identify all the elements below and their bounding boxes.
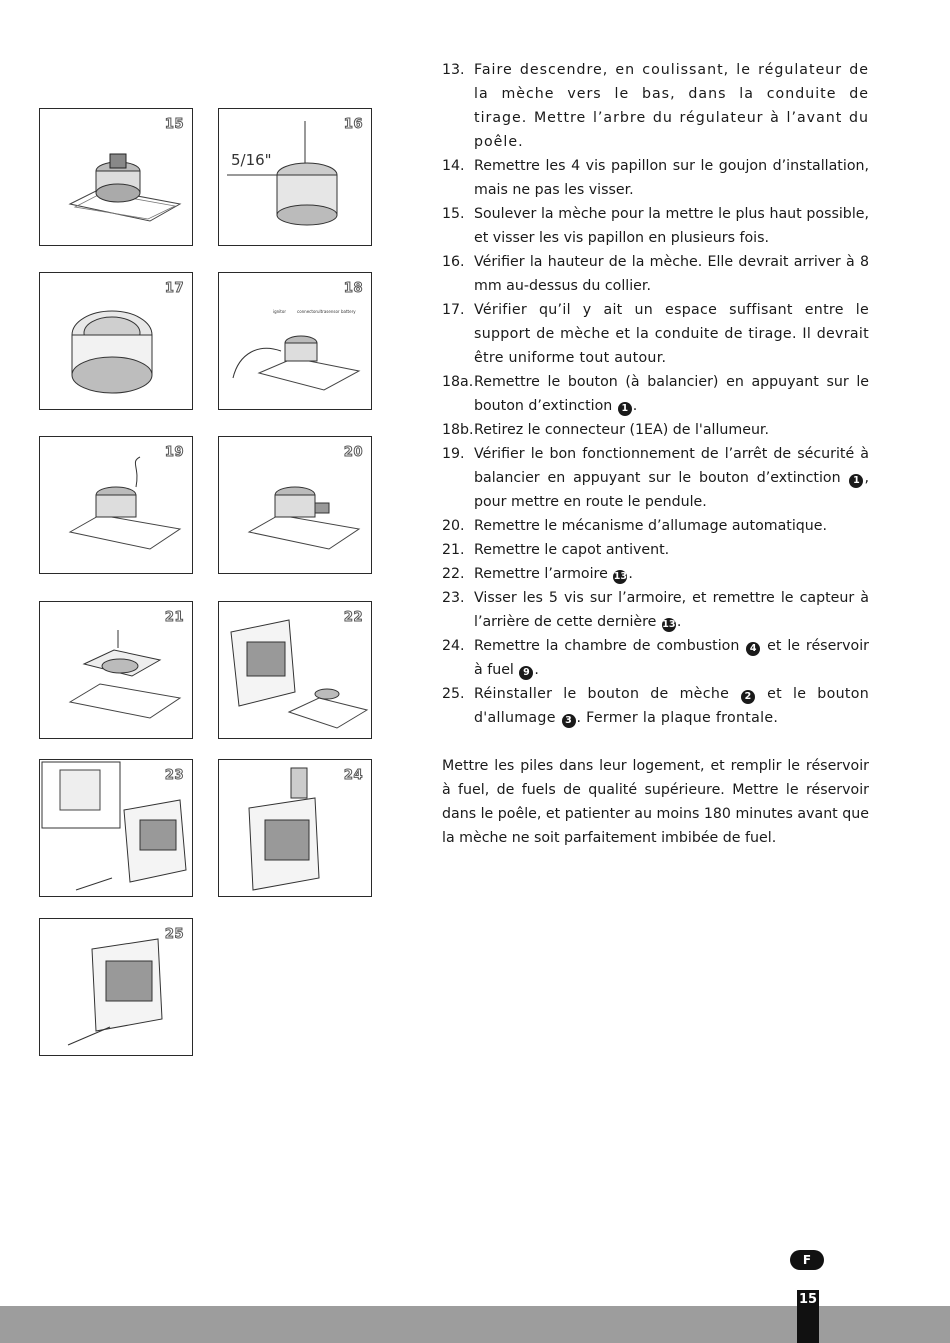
step-25: 25. Réinstaller le bouton de mèche 2 et le bouton d'allumage 3 . Fermer la plaque frontale.	[442, 686, 869, 726]
step-21: 21. Remettre le capot antivent.	[442, 542, 670, 558]
step-18b: 18b. Retirez le connecteur (1EA) de l'allumeur.	[442, 422, 769, 438]
svg-text:connector: connector	[297, 309, 318, 314]
step-16: 16. Vérifier la hauteur de la mèche. Elle devrait arriver à 8 mm au-dessus du collier.	[442, 254, 869, 294]
ref-1-icon: 1	[618, 402, 632, 416]
figure-18	[218, 272, 372, 410]
svg-text:ignitor: ignitor	[273, 309, 286, 314]
wick-height-illustration	[219, 109, 372, 246]
step-18a: 18a. Remettre le bouton (à balancier) en appuyant sur le bouton d’extinction 1 .	[442, 374, 869, 414]
svg-text:ultrasensor: ultrasensor	[317, 309, 340, 314]
instructions	[442, 58, 869, 850]
heater-base-illustration	[40, 437, 193, 574]
screw-cabinet-illustration	[40, 760, 193, 897]
step-24: 24. Remettre la chambre de combustion 4 et le réservoir à fuel 9 .	[442, 638, 869, 678]
svg-text:battery: battery	[341, 309, 356, 314]
front-panel-illustration	[40, 919, 193, 1056]
figure-number: 20	[343, 445, 363, 460]
figure-15	[39, 108, 193, 246]
figure-number: 21	[164, 610, 184, 625]
ref-13-icon: 13	[662, 619, 676, 630]
heater-base-illustration	[40, 109, 193, 246]
ref-9-icon: 9	[519, 666, 533, 680]
ref-2-icon: 2	[741, 690, 755, 704]
closing-paragraph: Mettre les piles dans leur logement, et remplir le réservoir à fuel, de fuels de qualité supérieure. Mettre le réservoir dans le poêle, et patienter au moins 180 minutes avant que la mèche ne soit parfaitement imbibée de fuel.	[442, 758, 869, 846]
measure-label: 5/16"	[231, 151, 272, 169]
figure-22	[218, 601, 372, 739]
figure-number: 23	[164, 768, 184, 783]
step-22: 22. Remettre l’armoire 13.	[442, 566, 633, 582]
step-15: 15. Soulever la mèche pour la mettre le plus haut possible, et visser les vis papillon en plusieurs fois.	[442, 206, 869, 246]
step-17: 17. Vérifier qu’il y ait un espace suffisant entre le support de mèche et la conduite de tirage. Il devrait être uniforme tout autour.	[442, 302, 869, 366]
figure-23	[39, 759, 193, 897]
step-13: 13. Faire descendre, en coulissant, le régulateur de la mèche vers le bas, dans la conduite de tirage. Mettre l’arbre du régulateur à l’avant du poêle.	[442, 62, 869, 150]
step-14: 14. Remettre les 4 vis papillon sur le goujon d’installation, mais ne pas les visser.	[442, 158, 869, 198]
figure-25	[39, 918, 193, 1056]
figure-21	[39, 601, 193, 739]
heater-base-illustration	[219, 437, 372, 574]
figure-number: 22	[343, 610, 363, 625]
figure-number: 15	[164, 117, 184, 132]
figure-number: 17	[164, 281, 184, 296]
figure-20	[218, 436, 372, 574]
figure-number: 24	[343, 768, 363, 783]
step-20: 20. Remettre le mécanisme d’allumage automatique.	[442, 518, 828, 534]
step-19: 19. Vérifier le bon fonctionnement de l’arrêt de sécurité à balancier en appuyant sur le bouton d’extinction 1 , pour mettre en route le pendule.	[442, 446, 869, 510]
figure-number: 25	[164, 927, 184, 942]
ref-1-icon: 1	[849, 474, 863, 488]
figure-19	[39, 436, 193, 574]
figure-number: 19	[164, 445, 184, 460]
figure-17	[39, 272, 193, 410]
tank-insert-illustration	[219, 760, 372, 897]
wind-cover-illustration	[40, 602, 193, 739]
ref-4-icon: 4	[746, 642, 760, 656]
cabinet-illustration	[219, 602, 372, 739]
figure-16	[218, 108, 372, 246]
step-23: 23. Visser les 5 vis sur l’armoire, et remettre le capteur à l’arrière de cette dernière 13.	[442, 590, 869, 630]
ref-3-icon: 3	[562, 714, 576, 728]
wick-holder-illustration	[40, 273, 193, 410]
figure-number: 16	[343, 117, 363, 132]
figure-24	[218, 759, 372, 897]
figure-number: 18	[343, 281, 363, 296]
ref-13-icon: 13	[613, 571, 627, 582]
language-badge: F	[790, 1250, 824, 1270]
connector-illustration	[219, 273, 372, 410]
page-number: 15	[797, 1290, 819, 1343]
